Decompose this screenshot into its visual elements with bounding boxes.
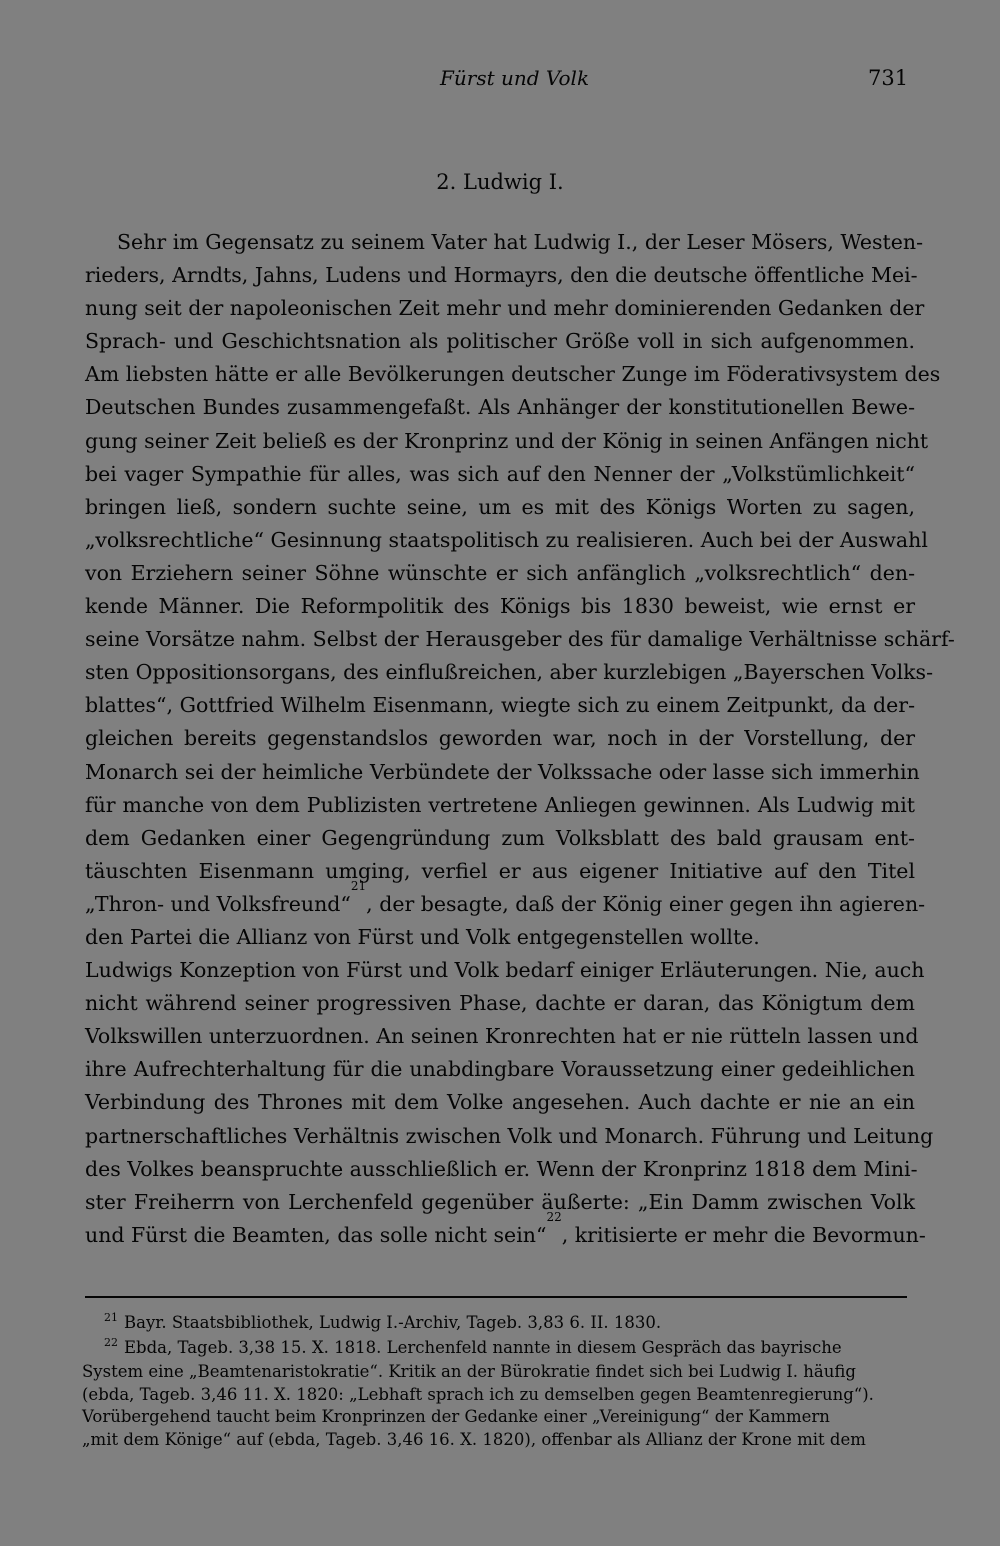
body-line: blattes“, Gottfried Wilhelm Eisenmann, wiegte sich zu einem Zeitpunkt, da der- bbox=[85, 693, 915, 718]
footnote-text: Ebda, Tageb. 3,38 15. X. 1818. Lerchenfeld nannte in diesem Gespräch das bayrische bbox=[124, 1337, 842, 1357]
running-header-title: Fürst und Volk bbox=[440, 66, 590, 90]
body-line: Sehr im Gegensatz zu seinem Vater hat Ludwig I., der Leser Mösers, Westen- bbox=[117, 230, 923, 254]
body-line: für manche von dem Publizisten vertretene Anliegen gewinnen. Als Ludwig mit bbox=[85, 792, 915, 817]
body-line: nung seit der napoleonischen Zeit mehr und mehr dominierenden Gedanken der bbox=[85, 296, 925, 321]
footnote-mark: 22 bbox=[104, 1335, 118, 1349]
body-line: täuschten Eisenmann umging, verfiel er aus eigener Initiative auf den Titel bbox=[85, 858, 915, 883]
footnote-reference[interactable]: 22 bbox=[546, 1209, 562, 1224]
section-heading: 2. Ludwig I. bbox=[436, 170, 564, 194]
body-line: Verbindung des Thrones mit dem Volke angesehen. Auch dachte er nie an ein bbox=[85, 1090, 915, 1115]
footnote-line: System eine „Beamtenaristokratie“. Kritik an der Bürokratie findet sich bei Ludwig I. häufig bbox=[82, 1362, 856, 1382]
body-line bbox=[85, 1209, 926, 1252]
footnote-line: Vorübergehend taucht beim Kronprinzen der Gedanke einer „Vereinigung“ der Kammern bbox=[82, 1407, 830, 1427]
body-line: ster Freiherrn von Lerchenfeld gegenüber äußerte: „Ein Damm zwischen Volk bbox=[85, 1189, 915, 1214]
body-line: nicht während seiner progressiven Phase, dachte er daran, das Königtum dem bbox=[85, 991, 915, 1016]
body-line: Am liebsten hätte er alle Bevölkerungen deutscher Zunge im Föderativsystem des bbox=[85, 362, 941, 387]
footnote-mark: 21 bbox=[104, 1311, 118, 1324]
body-line: dem Gedanken einer Gegengründung zum Volksblatt des bald grausam ent- bbox=[85, 825, 915, 850]
page-number: 731 bbox=[868, 66, 909, 90]
body-line: den Partei die Allianz von Fürst und Volk entgegenstellen wollte. bbox=[85, 924, 760, 949]
body-text-segment: , der besagte, daß der König einer gegen ihn agieren- bbox=[366, 891, 926, 916]
body-line: Ludwigs Konzeption von Fürst und Volk bedarf einiger Erläuterungen. Nie, auch bbox=[85, 958, 925, 983]
body-line: des Volkes beanspruchte ausschließlich er. Wenn der Kronprinz 1818 dem Mini- bbox=[85, 1156, 918, 1181]
body-text-segment: und Fürst die Beamten, das solle nicht sein“ bbox=[85, 1222, 547, 1247]
footnote-22 bbox=[82, 1337, 908, 1362]
footnote-21 bbox=[82, 1312, 908, 1337]
body-text bbox=[85, 226, 955, 1252]
body-line: gleichen bereits gegenstandslos geworden war, noch in der Vorstellung, der bbox=[85, 726, 915, 751]
body-line: „volksrechtliche“ Gesinnung staatspolitisch zu realisieren. Auch bei der Auswahl bbox=[85, 527, 928, 552]
body-text-segment: , kritisierte er mehr die Bevormun- bbox=[561, 1222, 926, 1247]
body-line: Deutschen Bundes zusammengefaßt. Als Anhänger der konstitutionellen Bewe- bbox=[85, 395, 915, 420]
body-text-segment: „Thron- und Volksfreund“ bbox=[85, 891, 351, 916]
body-line: gung seiner Zeit beließ es der Kronprinz und der König in seinen Anfängen nicht bbox=[85, 428, 929, 453]
footnote-divider bbox=[85, 1296, 907, 1298]
footnote-line: (ebda, Tageb. 3,46 11. X. 1820: „Lebhaft sprach ich zu demselben gegen Beamtenregierung“). bbox=[82, 1384, 874, 1404]
body-line: Sprach- und Geschichtsnation als politischer Größe voll in sich aufgenommen. bbox=[85, 329, 915, 354]
body-line: kende Männer. Die Reformpolitik des Königs bis 1830 beweist, wie ernst er bbox=[85, 594, 915, 619]
body-line: partnerschaftliches Verhältnis zwischen Volk und Monarch. Führung und Leitung bbox=[85, 1123, 934, 1148]
body-line: Monarch sei der heimliche Verbündete der Volkssache oder lasse sich immerhin bbox=[85, 759, 920, 784]
body-line: sten Oppositionsorgans, des einflußreichen, aber kurzlebigen „Bayerschen Volks- bbox=[85, 660, 933, 685]
footnote-line: „mit dem Könige“ auf (ebda, Tageb. 3,46 16. X. 1820), offenbar als Allianz der Krone mit dem bbox=[82, 1429, 866, 1449]
footnote-reference[interactable]: 21 bbox=[350, 878, 367, 893]
body-line: bei vager Sympathie für alles, was sich auf den Nenner der „Volkstümlichkeit“ bbox=[85, 461, 915, 486]
body-line: Volkswillen unterzuordnen. An seinen Kronrechten hat er nie rütteln lassen und bbox=[85, 1024, 919, 1049]
body-line: seine Vorsätze nahm. Selbst der Herausgeber des für damalige Verhältnisse schärf- bbox=[85, 627, 955, 652]
footnote-text: Bayr. Staatsbibliothek, Ludwig I.-Archiv, Tageb. 3,83 6. II. 1830. bbox=[124, 1313, 662, 1332]
body-line: von Erziehern seiner Söhne wünschte er sich anfänglich „volksrechtlich“ den- bbox=[85, 560, 915, 585]
footnotes bbox=[82, 1312, 908, 1452]
body-line: bringen ließ, sondern suchte seine, um es mit des Königs Worten zu sagen, bbox=[85, 494, 915, 519]
body-line: ihre Aufrechterhaltung für die unabdingbare Voraussetzung einer gedeihlichen bbox=[85, 1057, 915, 1082]
body-line: rieders, Arndts, Jahns, Ludens und Hormayrs, den die deutsche öffentliche Mei- bbox=[85, 263, 918, 288]
body-line bbox=[85, 878, 926, 921]
